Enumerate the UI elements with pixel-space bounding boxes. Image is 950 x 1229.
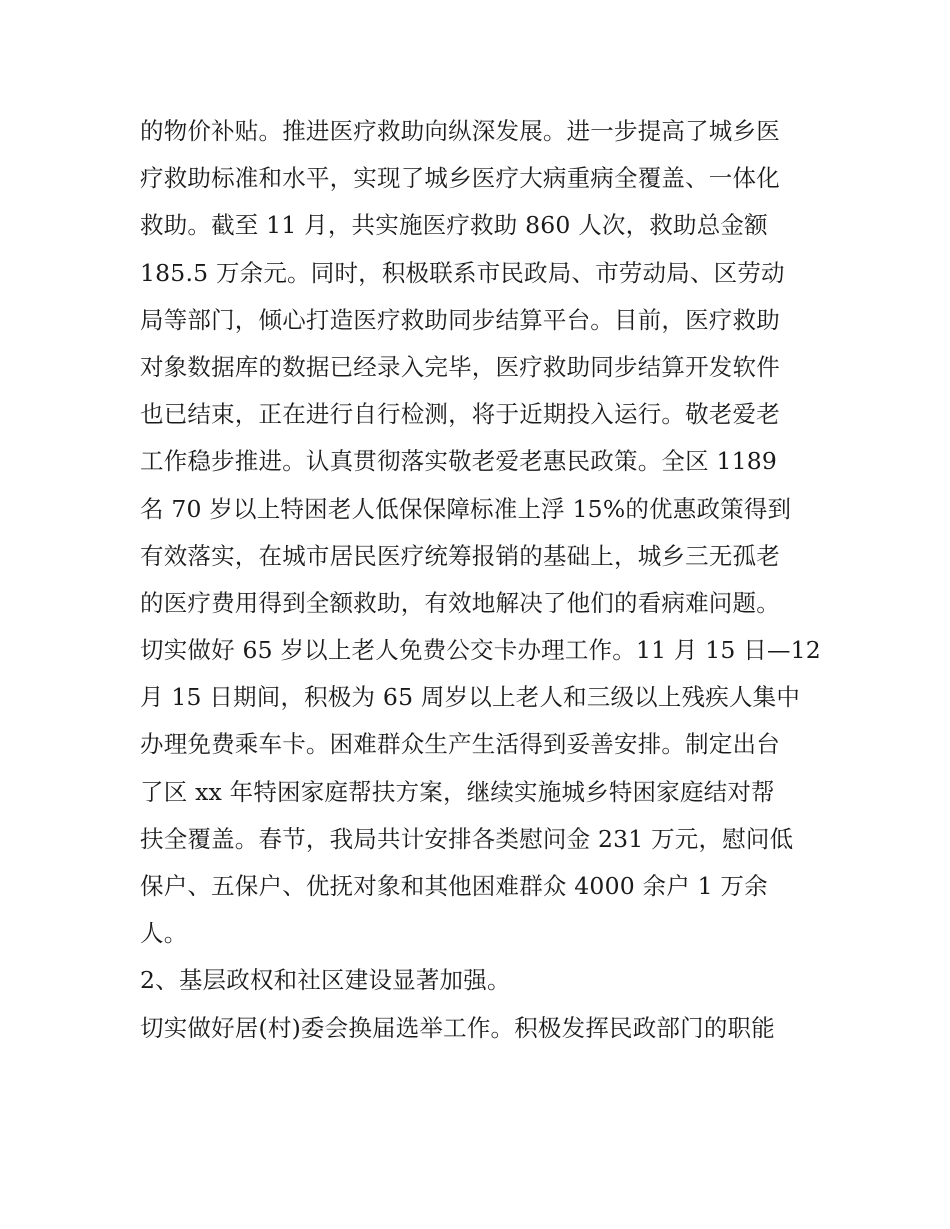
text-line: 名 70 岁以上特困老人低保保障标准上浮 15%的优惠政策得到	[140, 494, 792, 523]
text-line: 了区 xx 年特困家庭帮扶方案，继续实施城乡特困家庭结对帮	[140, 777, 775, 806]
text-line: 办理免费乘车卡。困难群众生产生活得到妥善安排。制定出台	[140, 730, 780, 759]
body-text	[140, 108, 820, 1052]
text-line: 切实做好 65 岁以上老人免费公交卡办理工作。11 月 15 日—12	[140, 636, 821, 665]
section-heading: 2、基层政权和社区建设显著加强。	[140, 966, 511, 995]
text-line: 也已结束，正在进行自行检测，将于近期投入运行。敬老爱老	[140, 400, 780, 429]
text-line: 疗救助标准和水平，实现了城乡医疗大病重病全覆盖、一体化	[140, 164, 780, 193]
text-line: 局等部门，倾心打造医疗救助同步结算平台。目前，医疗救助	[140, 305, 780, 334]
text-line: 的物价补贴。推进医疗救助向纵深发展。进一步提高了城乡医	[140, 117, 780, 145]
text-line: 工作稳步推进。认真贯彻落实敬老爱老惠民政策。全区 1189	[140, 447, 778, 476]
text-line: 月 15 日期间，积极为 65 周岁以上老人和三级以上残疾人集中	[140, 683, 801, 712]
text-line: 保户、五保户、优抚对象和其他困难群众 4000 余户 1 万余	[140, 872, 768, 900]
text-line: 扶全覆盖。春节，我局共计安排各类慰问金 231 万元，慰问低	[140, 824, 794, 853]
text-line: 人。	[140, 919, 188, 948]
text-line: 的医疗费用得到全额救助，有效地解决了他们的看病难问题。	[140, 588, 780, 617]
text-line: 切实做好居(村)委会换届选举工作。积极发挥民政部门的职能	[140, 1013, 775, 1042]
text-line: 对象数据库的数据已经录入完毕，医疗救助同步结算开发软件	[140, 352, 780, 381]
text-line: 185.5 万余元。同时，积极联系市民政局、市劳动局、区劳动	[140, 258, 785, 287]
text-line: 有效落实，在城市居民医疗统筹报销的基础上，城乡三无孤老	[140, 541, 780, 570]
text-line: 救助。截至 11 月，共实施医疗救助 860 人次，救助总金额	[140, 211, 768, 240]
